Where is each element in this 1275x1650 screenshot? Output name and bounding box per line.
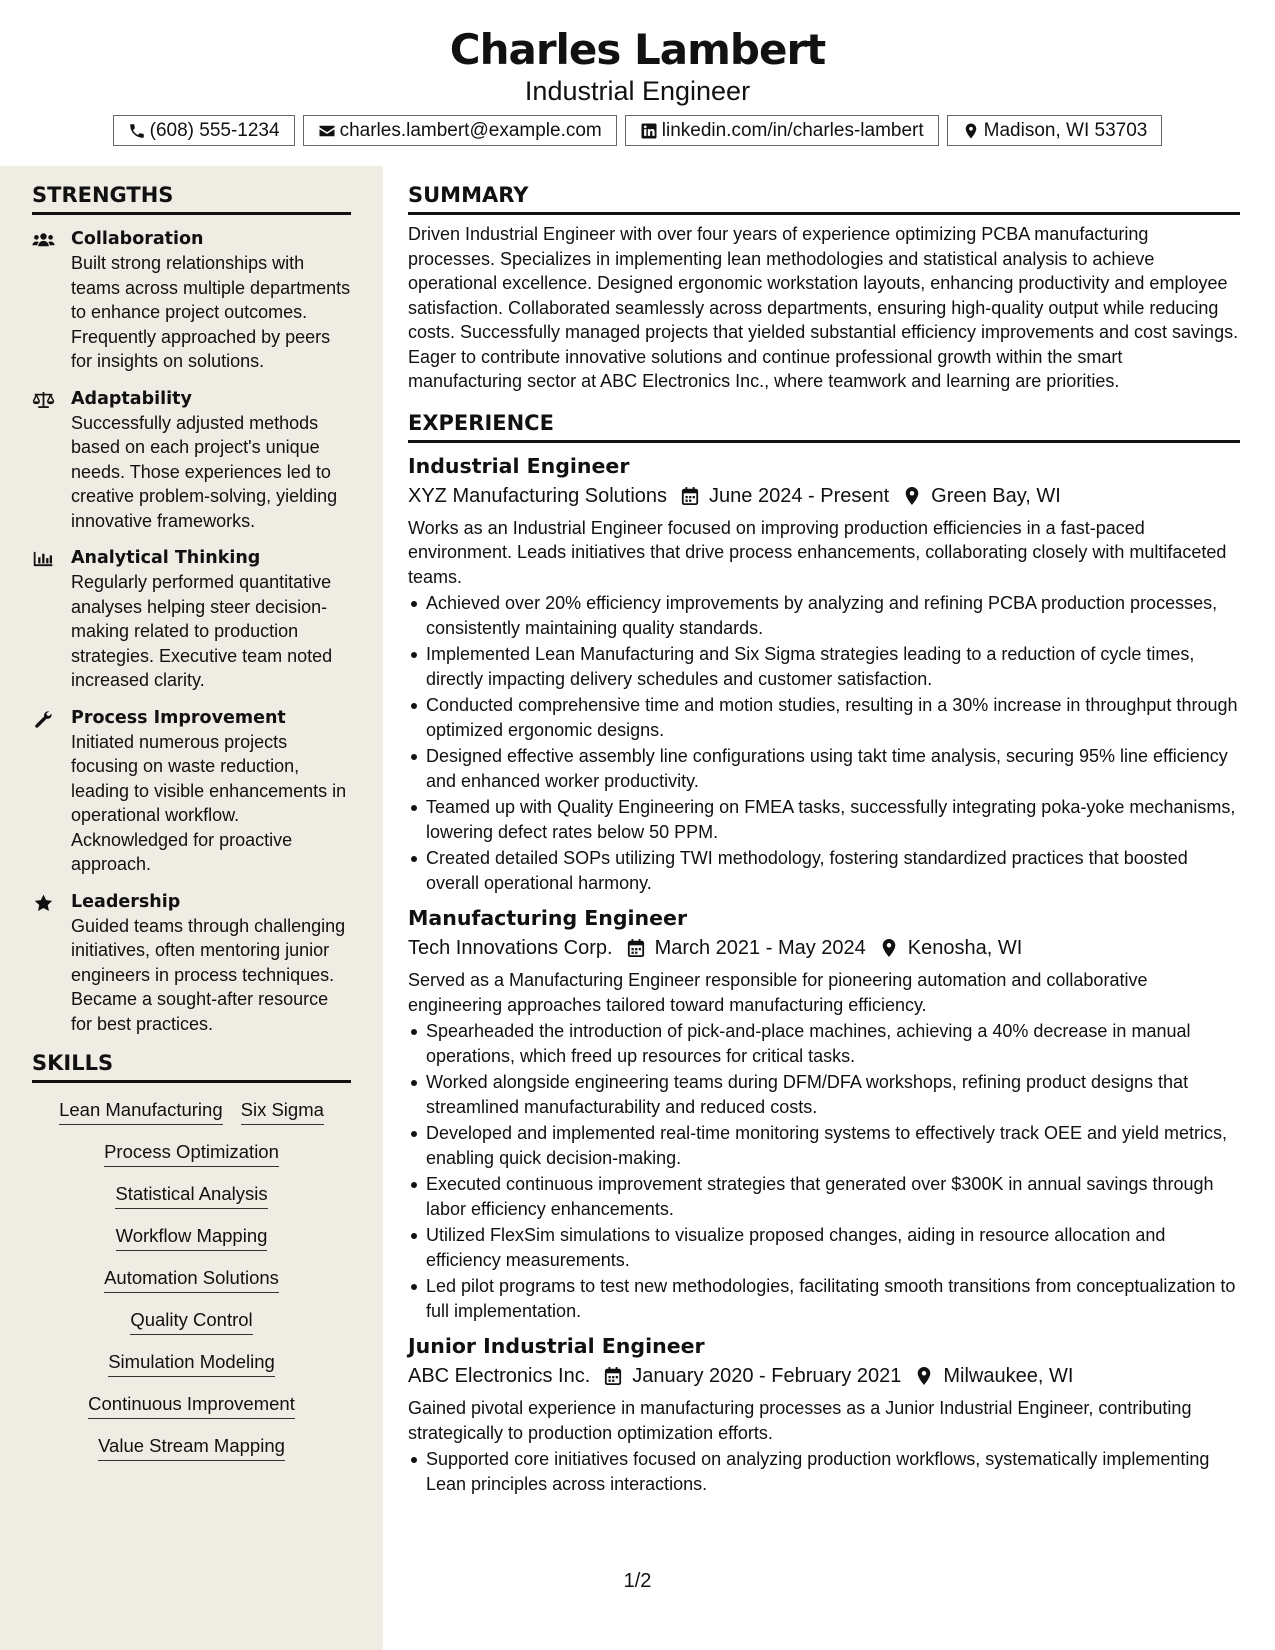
skills-list (32, 1097, 351, 1461)
skill-tag: Continuous Improvement (88, 1391, 295, 1419)
job-bullet: Supported core initiatives focused on analyzing production workflows, systematically implementing Lean principles across interactions. (408, 1447, 1240, 1496)
skill-tag: Six Sigma (241, 1097, 324, 1125)
job-dates: June 2024 - Present (709, 484, 890, 507)
map-pin-icon (880, 938, 898, 958)
strength-desc: Initiated numerous projects focusing on waste reduction, leading to visible enhancements in operational workflow. Acknowledged for proactive approach. (71, 731, 347, 874)
calendar-icon (604, 1366, 622, 1386)
job-company: ABC Electronics Inc. (408, 1365, 591, 1387)
strength-item (32, 546, 351, 693)
contact-linkedin-text: linkedin.com/in/charles-lambert (661, 119, 924, 141)
contact-location[interactable] (947, 115, 1163, 146)
job-title: Junior Industrial Engineer (408, 1334, 705, 1358)
contact-email[interactable] (303, 115, 617, 146)
skill-tag: Value Stream Mapping (98, 1433, 285, 1461)
job-location: Green Bay, WI (931, 484, 1061, 507)
strength-title: Process Improvement (71, 707, 286, 728)
strength-title: Collaboration (71, 229, 204, 249)
users-icon (32, 230, 55, 250)
strength-desc: Built strong relationships with teams across multiple departments to enhance project outcomes. Frequently approached by peers for insights on solutions. (71, 253, 351, 371)
calendar-icon (681, 486, 699, 506)
job-bullet: Achieved over 20% efficiency improvements by analyzing and refining PCBA production processes, consistently maintaining quality standards. (408, 591, 1240, 640)
skill-tag: Process Optimization (104, 1139, 279, 1167)
strength-item (32, 706, 351, 877)
summary-text: Driven Industrial Engineer with over four years of experience optimizing PCBA manufacturing processes. Specializes in implementing lean methodologies and statistical analysis to achieve operational excellence. Designed ergonomic workstation layouts, enhancing productivity and employee satisfaction. Collaborated seamlessly across departments, ensuring high-quality output while reducing costs. Successfully managed projects that yielded substantial efficiency improvements and cost savings. Eager to contribute innovative solutions and continue professional growth within the smart manufacturing sector at ABC Electronics Inc., where teamwork and learning are priorities. (408, 224, 1239, 391)
strength-title: Analytical Thinking (71, 548, 261, 568)
job-bullet: Teamed up with Quality Engineering on FMEA tasks, successfully integrating poka-yoke mechanisms, lowering defect rates below 50 PPM. (408, 795, 1240, 844)
job-entry (408, 452, 1240, 896)
job-title: Industrial Engineer (408, 453, 630, 478)
job-description: Works as an Industrial Engineer focused on improving production efficiencies in a fast-paced environment. Leads initiatives that drive process enhancements, collaborating closely with multifaceted teams. (408, 517, 1227, 587)
envelope-icon (318, 122, 336, 140)
map-pin-icon (962, 122, 980, 140)
job-location: Kenosha, WI (907, 937, 1023, 959)
main-content (408, 166, 1240, 1498)
strengths-title: STRENGTHS (32, 182, 351, 215)
strength-desc: Regularly performed quantitative analyses helping steer decision-making related to production strategies. Executive team noted increased clarity. (71, 572, 333, 690)
job-bullets (408, 1019, 1240, 1323)
summary-title: SUMMARY (408, 182, 1240, 215)
map-pin-icon (915, 1366, 933, 1386)
strengths-list (32, 227, 351, 1036)
resume-header (0, 0, 1275, 166)
job-entry (408, 904, 1240, 1323)
job-bullet: Executed continuous improvement strategies that generated over $300K in annual savings through labor efficiency enhancements. (408, 1172, 1240, 1221)
candidate-role: Industrial Engineer (524, 76, 751, 106)
wrench-icon (32, 709, 55, 729)
job-bullet: Conducted comprehensive time and motion studies, resulting in a 30% increase in throughput through optimized ergonomic designs. (408, 693, 1240, 742)
bar-chart-icon (32, 549, 55, 569)
sidebar (0, 166, 383, 1650)
skills-title: SKILLS (32, 1050, 351, 1083)
job-bullets (408, 591, 1240, 895)
job-location: Milwaukee, WI (943, 1365, 1074, 1387)
linkedin-icon (640, 122, 658, 140)
job-entry (408, 1332, 1240, 1496)
job-meta (408, 481, 1240, 511)
map-pin-icon (903, 486, 921, 506)
strength-title: Adaptability (71, 388, 192, 409)
job-meta (408, 1361, 1240, 1391)
strength-desc: Successfully adjusted methods based on each project's unique needs. Those experiences led to creative problem-solving, yielding innovative frameworks. (71, 412, 338, 531)
contact-linkedin[interactable] (625, 115, 939, 146)
candidate-name: Charles Lambert (449, 25, 826, 74)
contact-phone-text: (608) 555-1234 (149, 119, 280, 141)
job-company: Tech Innovations Corp. (408, 937, 613, 959)
calendar-icon (627, 938, 645, 958)
contact-bar (0, 115, 1275, 146)
star-icon (32, 893, 55, 913)
job-bullet: Spearheaded the introduction of pick-and-place machines, achieving a 40% decrease in manual operations, which freed up resources for critical tasks. (408, 1019, 1240, 1068)
skill-tag: Lean Manufacturing (59, 1097, 223, 1125)
experience-title: EXPERIENCE (408, 410, 1240, 443)
job-dates: March 2021 - May 2024 (654, 937, 866, 959)
job-bullet: Led pilot programs to test new methodologies, facilitating smooth transitions from conceptualization to full implementation. (408, 1274, 1240, 1323)
job-bullet: Utilized FlexSim simulations to visualize proposed changes, aiding in resource allocation and efficiency measurements. (408, 1223, 1240, 1272)
job-bullet: Created detailed SOPs utilizing TWI methodology, fostering standardized practices that boosted overall operational harmony. (408, 846, 1240, 895)
page-number: 1/2 (623, 1570, 652, 1592)
job-bullet: Developed and implemented real-time monitoring systems to effectively track OEE and yield metrics, enabling quick decision-making. (408, 1121, 1240, 1170)
strength-title: Leadership (71, 891, 181, 912)
phone-icon (128, 122, 146, 140)
skill-tag: Automation Solutions (104, 1265, 279, 1293)
skill-tag: Statistical Analysis (115, 1181, 267, 1209)
job-bullets (408, 1447, 1240, 1496)
contact-email-text: charles.lambert@example.com (339, 119, 602, 141)
contact-location-text: Madison, WI 53703 (983, 119, 1148, 141)
job-bullet: Designed effective assembly line configurations using takt time analysis, securing 95% line efficiency and enhanced worker productivity. (408, 744, 1240, 793)
balance-scale-icon (32, 390, 55, 410)
skill-tag: Simulation Modeling (108, 1349, 275, 1377)
job-bullet: Implemented Lean Manufacturing and Six Sigma strategies leading to a reduction of cycle times, directly impacting delivery schedules and customer satisfaction. (408, 642, 1240, 691)
skill-tag: Quality Control (130, 1307, 252, 1335)
job-description: Gained pivotal experience in manufacturing processes as a Junior Industrial Engineer, contributing strategically to production optimization efforts. (408, 1398, 1192, 1443)
job-title: Manufacturing Engineer (408, 906, 688, 930)
strength-desc: Guided teams through challenging initiatives, often mentoring junior engineers in process techniques. Became a sought-after resource for best practices. (71, 915, 346, 1034)
strength-item (32, 387, 351, 534)
job-meta (408, 933, 1240, 963)
job-description: Served as a Manufacturing Engineer responsible for pioneering automation and collaborative engineering approaches tailored toward manufacturing efficiency. (408, 970, 1148, 1015)
job-bullet: Worked alongside engineering teams during DFM/DFA workshops, refining product designs that streamlined manufacturability and reduced costs. (408, 1070, 1240, 1119)
skill-tag: Workflow Mapping (116, 1223, 268, 1251)
strength-item (32, 890, 351, 1037)
contact-phone[interactable] (113, 115, 295, 146)
job-company: XYZ Manufacturing Solutions (408, 484, 668, 507)
strength-item (32, 227, 351, 374)
job-dates: January 2020 - February 2021 (632, 1365, 902, 1387)
